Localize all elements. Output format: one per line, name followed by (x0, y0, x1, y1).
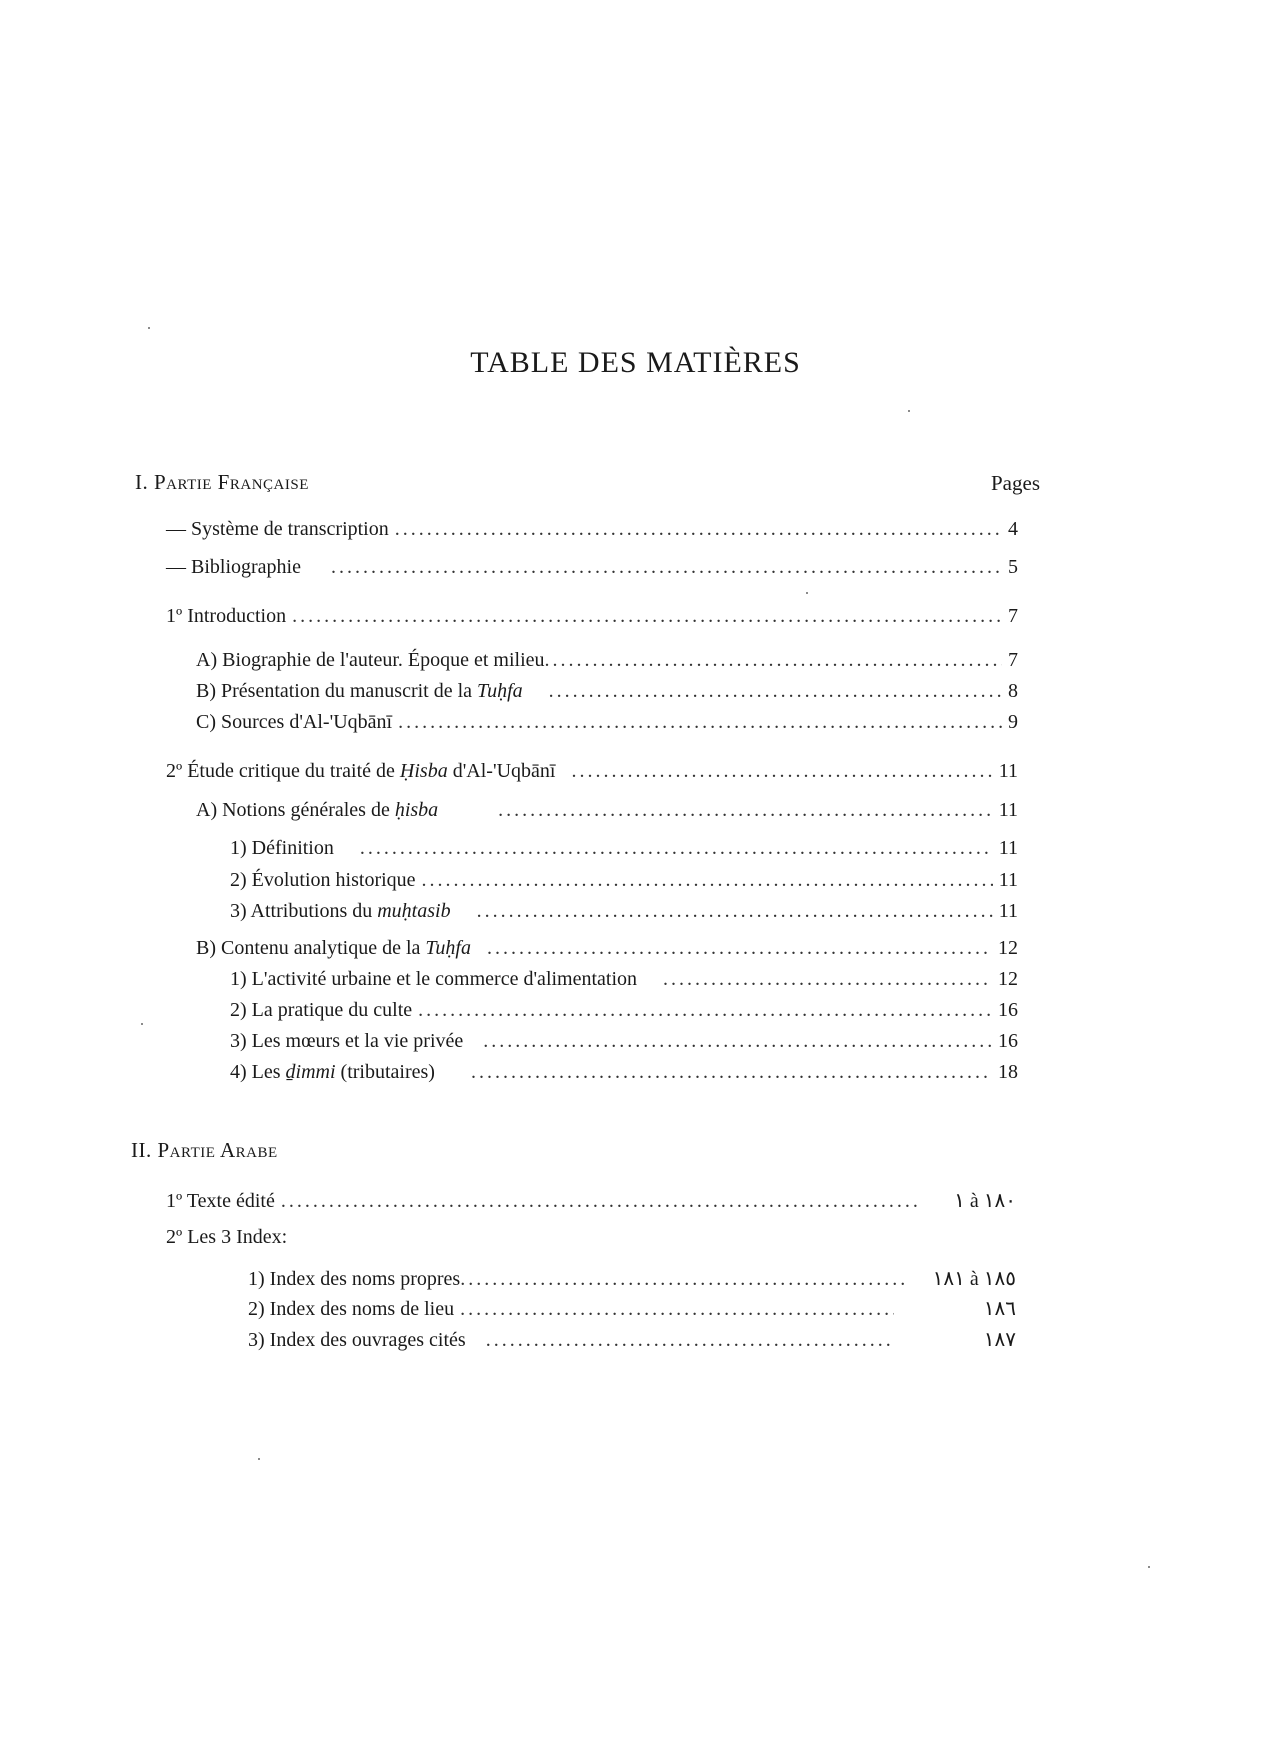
toc-entry-index-ouvrages[interactable] (248, 1327, 1016, 1353)
entry-page: 4 (1008, 518, 1018, 540)
toc-entry-attributions[interactable] (230, 900, 1018, 926)
entry-page: 18 (998, 1061, 1018, 1083)
entry-label: B) Présentation du manuscrit de la Tuḥfa (196, 680, 523, 702)
entry-label: 3) Les mœurs et la vie privée (230, 1030, 464, 1052)
toc-entry-moeurs[interactable] (230, 1030, 1018, 1056)
entry-page: 7 (1008, 605, 1018, 627)
toc-entry-transcription[interactable] (166, 518, 1018, 544)
toc-entry-index-noms-propres[interactable] (248, 1266, 1016, 1292)
entry-page: 12 (998, 937, 1018, 959)
toc-entry-index-noms-lieu[interactable] (248, 1296, 1016, 1322)
part-1-heading: I. Partie Française (135, 470, 309, 494)
toc-entry-bibliographie[interactable] (166, 556, 1018, 582)
toc-entry-presentation[interactable] (196, 680, 1018, 706)
entry-label: — Bibliographie (166, 556, 301, 578)
entry-label: 1) Définition (230, 837, 334, 859)
entry-label: A) Biographie de l'auteur. Époque et milieu (196, 649, 545, 671)
scan-speck (141, 1023, 143, 1025)
scan-speck (258, 1458, 260, 1460)
entry-label: 2) Évolution historique (230, 869, 416, 891)
scan-speck (1148, 1566, 1150, 1568)
entry-page: 7 (1008, 649, 1018, 671)
entry-page: 16 (998, 1030, 1018, 1052)
entry-page: 11 (998, 837, 1018, 859)
entry-label: 1) Index des noms propres (248, 1268, 461, 1290)
entry-label: B) Contenu analytique de la Tuḥfa (196, 937, 471, 959)
scan-speck (806, 592, 808, 594)
scan-speck (908, 410, 910, 412)
entry-page: 9 (1008, 711, 1018, 733)
entry-label: A) Notions générales de ḥisba (196, 799, 439, 821)
entry-page: 11 (998, 869, 1018, 891)
toc-entry-index-heading (166, 1226, 466, 1252)
entry-page: 12 (998, 968, 1018, 990)
toc-entry-biographie[interactable] (196, 649, 1018, 675)
entry-page: 11 (998, 900, 1018, 922)
entry-label: 3) Attributions du muḥtasib (230, 900, 451, 922)
entry-label: — Système de transcription (166, 518, 389, 540)
part-2-heading: II. Partie Arabe (131, 1138, 278, 1162)
toc-entry-introduction[interactable] (166, 605, 1018, 631)
entry-label: 4) Les ḏimmi (tributaires) (230, 1061, 435, 1083)
entry-label: C) Sources d'Al-'Uqbānī (196, 711, 393, 733)
entry-label: 2º Les 3 Index: (166, 1226, 288, 1248)
entry-page: ١٨١ à ١٨٥ (932, 1268, 1016, 1290)
entry-label: 1º Texte édité (166, 1190, 275, 1212)
toc-entry-notions-generales[interactable] (196, 799, 1018, 825)
toc-entry-pratique-culte[interactable] (230, 999, 1018, 1025)
toc-entry-definition[interactable] (230, 837, 1018, 863)
toc-entry-texte-edite[interactable] (166, 1188, 1016, 1214)
entry-label: 3) Index des ouvrages cités (248, 1329, 466, 1351)
toc-entry-sources[interactable] (196, 711, 1018, 737)
entry-page: 8 (1008, 680, 1018, 702)
entry-label: 2º Étude critique du traité de Ḥisba d'Al-'Uqbānī (166, 760, 556, 782)
toc-entry-evolution[interactable] (230, 869, 1018, 895)
entry-page: ١٨٧ (983, 1329, 1016, 1351)
scan-speck (148, 327, 150, 329)
page-title: TABLE DES MATIÈRES (470, 346, 801, 379)
toc-entry-dimmi[interactable] (230, 1061, 1018, 1087)
entry-label: 1) L'activité urbaine et le commerce d'alimentation (230, 968, 638, 990)
entry-page: ١٨٦ (983, 1298, 1016, 1320)
entry-page: 5 (1008, 556, 1018, 578)
toc-entry-contenu-analytique[interactable] (196, 937, 1018, 963)
entry-page: 16 (998, 999, 1018, 1021)
pages-column-heading: Pages (991, 471, 1040, 495)
entry-label: 2) La pratique du culte (230, 999, 413, 1021)
toc-entry-etude-critique[interactable] (166, 760, 1018, 786)
toc-entry-activite-urbaine[interactable] (230, 968, 1018, 994)
entry-page: 11 (998, 760, 1018, 782)
entry-label: 1º Introduction (166, 605, 287, 627)
entry-label: 2) Index des noms de lieu (248, 1298, 455, 1320)
entry-page: ١ à ١٨٠ (954, 1190, 1016, 1212)
entry-page: 11 (998, 799, 1018, 821)
